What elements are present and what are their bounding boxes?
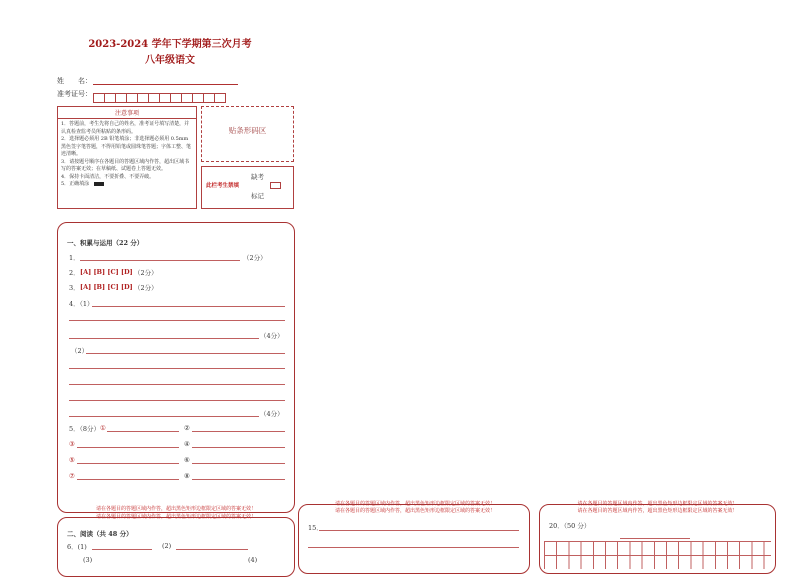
q5-mark-1: ① [100,424,106,432]
q5-mark-7: ⑦ [69,472,75,480]
exam-subtitle: 八年级语文 [145,55,195,66]
boundary-warning-top: 请在各题目的答题区域内作答，超出黑色矩形边框限定区域的答案无效！ [334,501,495,507]
section-1-box [57,222,295,513]
q5-mark-5: ⑤ [69,456,75,464]
q6-part3-label: (3) [83,556,93,564]
absent-box [201,166,294,209]
q4-number: 4．（1） [69,300,94,308]
notice-item: 4．保持卡面清洁，不要折叠、不要弄破。 [61,173,155,180]
q6-part4-label: (4) [248,556,258,564]
answer-line[interactable] [176,549,248,550]
answer-line[interactable] [69,400,285,401]
notice-item: 1．答题前，考生先将自己的姓名，准考证号填写清楚，并认真检查监考员所粘贴的条形码。 [61,121,190,135]
answer-line[interactable] [192,479,285,480]
q20-number: 20．（50 分） [549,522,591,530]
q3-options[interactable]: [A] [B] [C] [D] [80,283,133,291]
barcode-area [201,106,294,162]
exam-title: 2023-2024 学年下学期第三次月考 [88,39,252,50]
answer-line[interactable] [107,431,179,432]
q4-part2-label: （2） [71,347,89,355]
q3-points: （2分） [134,284,158,292]
q5-mark-6: ⑥ [184,456,190,464]
section-2-box [57,514,295,577]
column-2-box [298,504,530,574]
boundary-warning-top: 请在各题目的答题区域内作答，超出黑色矩形边框限定区域的答案无效！ [334,508,495,514]
notice-item: 5．正确填涂 [61,181,193,189]
boundary-warning-top: 请在各题目的答题区域内作答，超出黑色矩形边框限定区域的答案无效！ [577,501,738,507]
q5-number: 5．（8分） [69,425,101,433]
q2-options[interactable]: [A] [B] [C] [D] [80,268,133,276]
answer-line[interactable] [192,447,285,448]
answer-line[interactable] [69,320,285,321]
q5-mark-4: ④ [184,440,190,448]
essay-grid[interactable] [544,541,771,571]
q5-mark-8: ⑧ [184,472,190,480]
notice-box [57,106,197,209]
answer-line[interactable] [319,530,519,531]
q15-number: 15． [308,524,323,532]
absent-label-bottom: 标记 [251,192,264,200]
column-3-box [539,504,776,574]
q5-mark-3: ③ [69,440,75,448]
q5-mark-2: ② [184,424,190,432]
notice-title: 注意事项 [58,107,196,119]
answer-line[interactable] [92,549,152,550]
answer-line[interactable] [77,447,179,448]
barcode-label: 贴条形码区 [228,126,267,135]
boundary-warning-top: 请在各题目的答题区域内作答，超出黑色矩形边框限定区域的答案无效！ [577,508,738,514]
id-label: 准考证号： [57,90,92,98]
absent-note: 此栏考生禁填 [206,183,240,189]
filled-mark-sample [94,182,104,186]
essay-grid-columns [544,541,771,569]
boundary-warning: 请在各题目的答题区域内作答，超出黑色矩形边框限定区域的答案无效！ [95,514,256,520]
answer-line[interactable] [92,306,285,307]
answer-line[interactable] [69,368,285,369]
notice-item: 3．请按题号顺序在各题目的答题区域内作答，超出区域书写的答案无效；在草稿纸、试题卷上答题无效。 [61,158,190,172]
answer-line[interactable] [69,384,285,385]
answer-line[interactable] [69,416,259,417]
q1-answer-line[interactable] [80,260,240,261]
q1-number: 1． [69,254,80,262]
id-boxes[interactable] [93,88,225,107]
notice-item: 2．选择题必须用 2B 铅笔填涂；非选择题必须用 0.5mm 黑色签字笔答题，不得用铅笔或圆珠笔答题；字体工整、笔迹清晰。 [61,136,192,157]
q1-points: （2分） [243,254,267,262]
answer-line[interactable] [192,431,285,432]
absent-checkbox[interactable] [270,182,281,189]
q4-part1-points: （4分） [260,332,284,340]
answer-line[interactable] [308,547,519,548]
q6-part1-label: 6．(1) [67,543,87,551]
answer-line[interactable] [86,353,285,354]
answer-line[interactable] [77,479,179,480]
name-label: 姓 名： [57,77,92,85]
essay-title-line[interactable] [620,538,690,539]
boundary-warning: 请在各题目的答题区域内作答，超出黑色矩形边框限定区域的答案无效！ [95,506,256,512]
q2-points: （2分） [134,269,158,277]
q6-part2-label: (2) [162,542,172,550]
absent-label-top: 缺考 [251,173,264,181]
answer-line[interactable] [192,463,285,464]
q4-part2-points: （4分） [260,410,284,418]
section-2-title: 二、阅读（共 48 分） [67,530,133,538]
q3-number: 3． [69,284,80,292]
section-1-title: 一、积累与运用（22 分） [67,239,144,247]
answer-line[interactable] [77,463,179,464]
q2-number: 2． [69,269,80,277]
name-field[interactable] [93,84,238,85]
answer-line[interactable] [69,338,259,339]
